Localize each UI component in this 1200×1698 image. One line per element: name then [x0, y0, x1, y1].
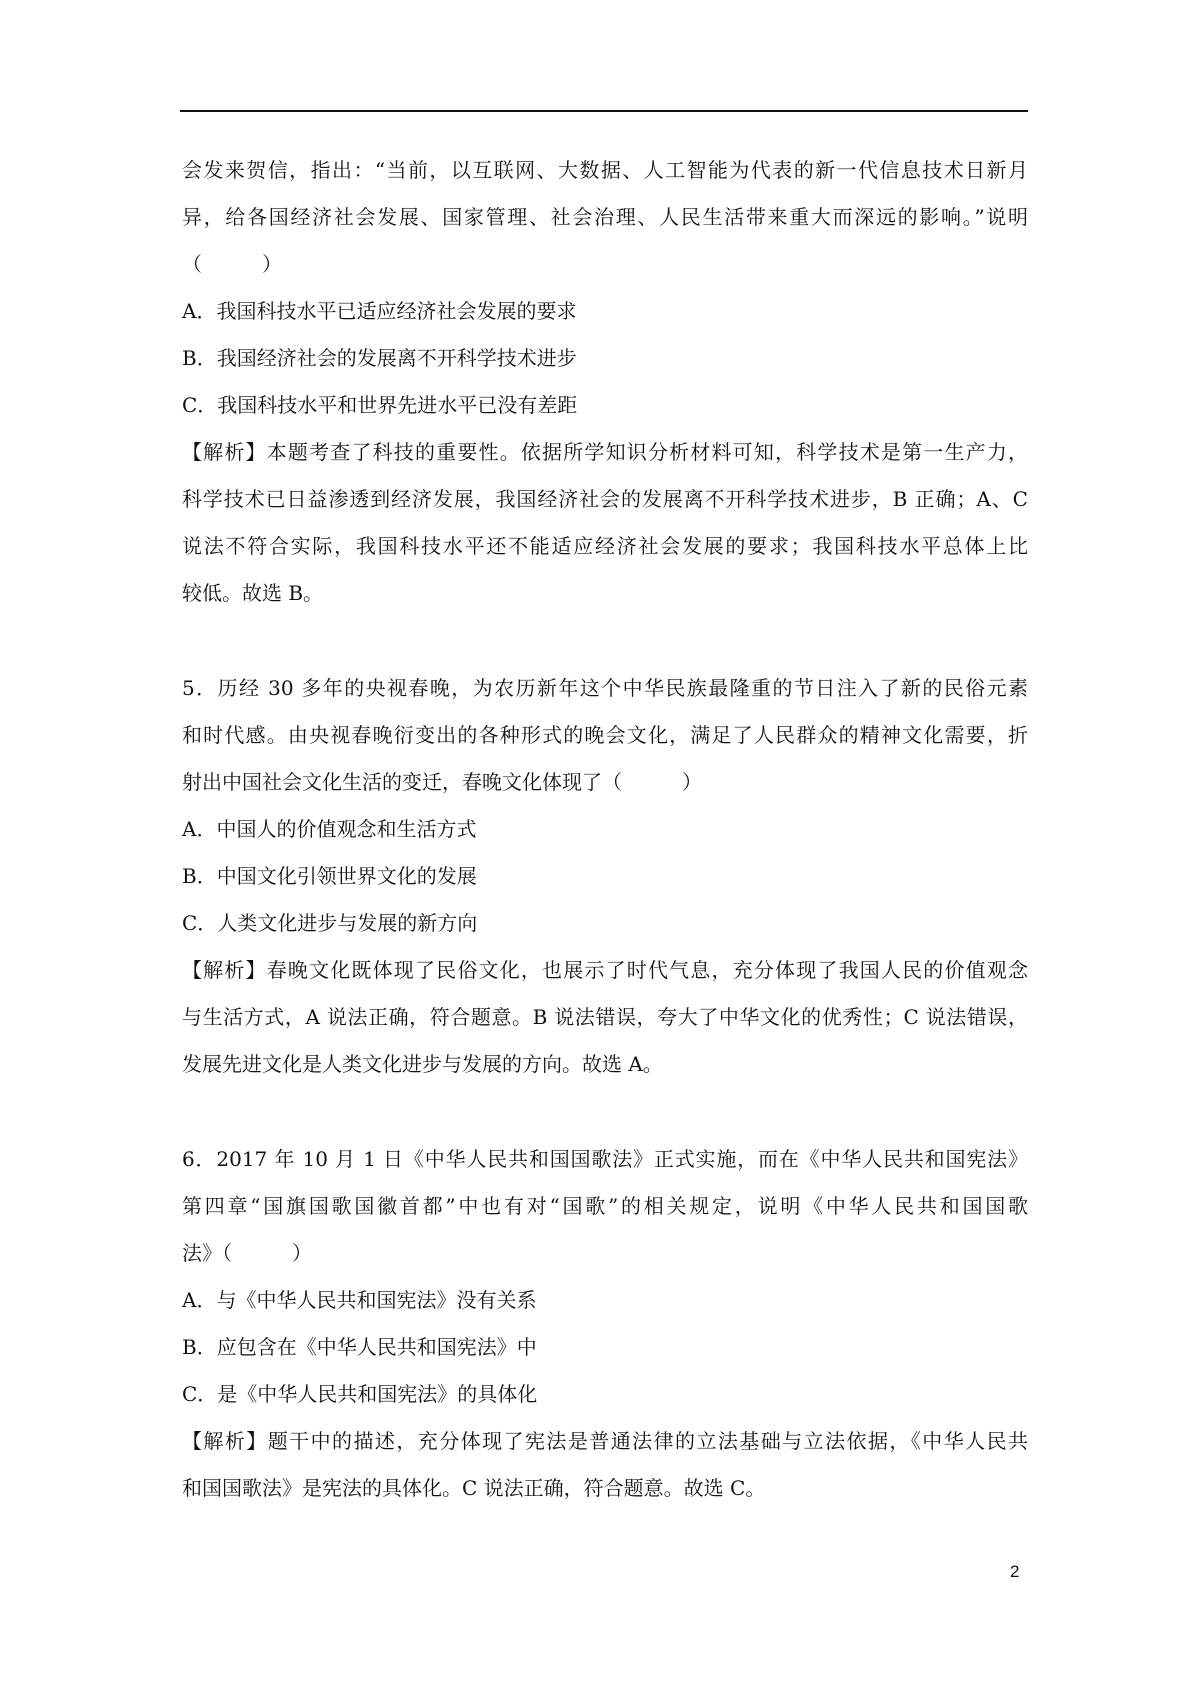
q6-analysis-line: 【解析】题干中的描述，充分体现了宪法是普通法律的立法基础与立法依据，《中华人民共	[182, 1429, 1028, 1453]
q4-analysis-line: 说法不符合实际，我国科技水平还不能适应经济社会发展的要求；我国科技水平总体上比	[182, 534, 1028, 558]
q6-option-c: C．是《中华人民共和国宪法》的具体化	[182, 1382, 538, 1406]
q4-stem-line: 会发来贺信，指出：“当前，以互联网、大数据、人工智能为代表的新一代信息技术日新月	[182, 158, 1028, 182]
q6-analysis-line: 和国国歌法》是宪法的具体化。C 说法正确，符合题意。故选 C。	[182, 1476, 766, 1500]
q5-stem-line: 5．历经 30 多年的央视春晚，为农历新年这个中华民族最隆重的节日注入了新的民俗元素	[182, 676, 1028, 700]
q4-analysis-line: 较低。故选 B。	[182, 581, 324, 605]
q4-stem-line: 异，给各国经济社会发展、国家管理、社会治理、人民生活带来重大而深远的影响。”说明	[182, 205, 1028, 229]
q4-option-b: B．我国经济社会的发展离不开科学技术进步	[182, 346, 577, 370]
q5-option-a: A．中国人的价值观念和生活方式	[182, 817, 477, 841]
q6-option-a: A．与《中华人民共和国宪法》没有关系	[182, 1288, 537, 1312]
q6-stem-line: 第四章“国旗国歌国徽首都”中也有对“国歌”的相关规定，说明《中华人民共和国国歌	[182, 1194, 1028, 1218]
page-number: 2	[1010, 1562, 1020, 1581]
q5-stem-line: 和时代感。由央视春晚衍变出的各种形式的晚会文化，满足了人民群众的精神文化需要，折	[182, 723, 1028, 747]
q6-option-b: B．应包含在《中华人民共和国宪法》中	[182, 1335, 537, 1359]
q4-analysis-line: 科学技术已日益渗透到经济发展，我国经济社会的发展离不开科学技术进步，B 正确；A、C	[182, 487, 1028, 511]
q4-analysis-line: 【解析】本题考查了科技的重要性。依据所学知识分析材料可知，科学技术是第一生产力，	[182, 440, 1028, 464]
q4-option-c: C．我国科技水平和世界先进水平已没有差距	[182, 393, 578, 417]
q5-analysis-line: 发展先进文化是人类文化进步与发展的方向。故选 A。	[182, 1052, 663, 1076]
q5-analysis-line: 与生活方式，A 说法正确，符合题意。B 说法错误，夸大了中华文化的优秀性；C 说法错误，	[182, 1005, 1028, 1029]
q6-stem-line: 6．2017 年 10 月 1 日《中华人民共和国国歌法》正式实施，而在《中华人民共和国宪法》	[182, 1147, 1028, 1171]
q5-stem-line: 射出中国社会文化生活的变迁，春晚文化体现了（ ）	[182, 770, 702, 794]
q5-analysis-line: 【解析】春晚文化既体现了民俗文化，也展示了时代气息，充分体现了我国人民的价值观念	[182, 958, 1028, 982]
q4-option-a: A．我国科技水平已适应经济社会发展的要求	[182, 299, 577, 323]
q5-option-c: C．人类文化进步与发展的新方向	[182, 911, 478, 935]
header-rule	[180, 110, 1028, 112]
q4-answer-blank: （ ）	[182, 252, 282, 276]
q6-stem-line: 法》（ ）	[182, 1241, 312, 1265]
q5-option-b: B．中国文化引领世界文化的发展	[182, 864, 477, 888]
